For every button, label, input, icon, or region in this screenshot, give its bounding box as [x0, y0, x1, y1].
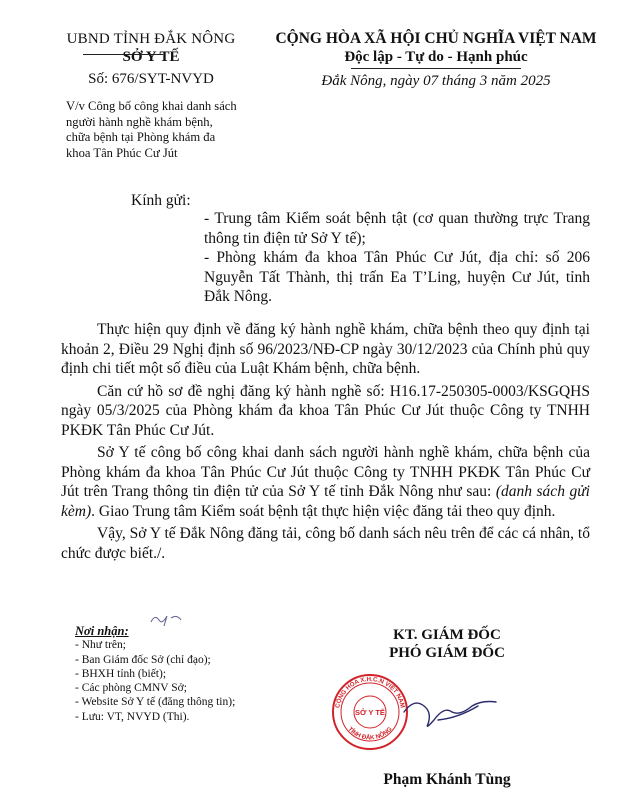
document-subject — [66, 99, 258, 161]
subject-line: V/v Công bố công khai danh sách — [66, 99, 237, 113]
issuer-underline — [83, 54, 163, 55]
receiver-item: - Website Sở Y tế (đăng thông tin); — [75, 696, 236, 709]
receiver-item: - BHXH tỉnh (biết); — [75, 667, 167, 680]
body-paragraph: Thực hiện quy định về đăng ký hành nghề khám, chữa bệnh theo quy định tại khoản 2, Điều 29 Nghị định số 96/2023/NĐ-CP ngày 30/12/2023 của Chính phủ quy định chi tiết một số điều của Luật Khám bệnh, chữa bệnh. — [61, 321, 590, 377]
recipients-list — [204, 209, 590, 307]
signature-authority: KT. GIÁM ĐỐC — [393, 627, 501, 643]
issuer-block — [40, 30, 262, 66]
motto-underline — [351, 68, 521, 69]
seal-bottom-text: TỈNH ĐẮK NÔNG — [346, 725, 394, 742]
signer-name: Phạm Khánh Tùng — [383, 771, 511, 788]
issuer-parent: UBND TỈNH ĐẮK NÔNG — [66, 31, 236, 47]
receivers-title: Nơi nhận: — [75, 624, 129, 638]
nation-title: CỘNG HÒA XÃ HỘI CHỦ NGHĨA VIỆT NAM — [275, 30, 597, 47]
attachment-note: (danh sách gửi kèm) — [61, 483, 590, 520]
body-paragraph: Vậy, Sở Y tế Đắk Nông đăng tải, công bố danh sách nêu trên để các cá nhân, tổ chức được biết./. — [61, 525, 590, 562]
recipient-item: - Phòng khám đa khoa Tân Phúc Cư Jút, địa chỉ: số 206 Nguyễn Tất Thành, thị trấn Ea T’Ling, huyện Cư Jút, tỉnh Đắk Nông. — [204, 249, 590, 305]
initials-mark — [147, 610, 187, 632]
recipient-item: - Trung tâm Kiểm soát bệnh tật (cơ quan thường trực Trang thông tin điện tử Sở Y tế); — [204, 210, 590, 247]
signature-block — [333, 626, 561, 662]
receiver-item: - Ban Giám đốc Sở (chỉ đạo); — [75, 653, 211, 666]
greeting: Kính gửi: — [131, 192, 191, 209]
receivers-list — [75, 638, 235, 724]
document-number: Số: 676/SYT-NVYD — [88, 71, 214, 87]
subject-line: chữa bệnh tại Phòng khám đa — [66, 130, 216, 144]
receiver-item: - Như trên; — [75, 639, 126, 652]
receivers-block — [75, 624, 235, 724]
seal-center-text: SỞ Y TẾ — [355, 708, 385, 717]
seal-text: CỘNG HÒA X.H.C.N VIỆT NAM — [334, 675, 406, 709]
national-motto: Độc lập - Tự do - Hạnh phúc — [344, 49, 528, 65]
svg-text:CỘNG HÒA X.H.C.N VIỆT NAM — [334, 676, 406, 709]
body-paragraph: Căn cứ hồ sơ đề nghị đăng ký hành nghề số: H16.17-250305-0003/KSGQHS ngày 05/3/2025 của Phòng khám đa khoa Tân Phúc Cư Jút thuộc Công ty TNHH PKĐK Tân Phúc Cư Jút. — [61, 382, 590, 439]
body-text: Sở Y tế công bố công khai danh sách người hành nghề khám, chữa bệnh của Phòng khám đa khoa Tân Phúc Cư Jút thuộc Công ty TNHH PKĐK Tân Phúc Cư Jút trên Trang thông tin điện tử của Sở Y tế tỉnh Đắk Nông như sau: — [61, 444, 590, 500]
issuer-name: SỞ Y TẾ — [122, 49, 180, 65]
document-body — [61, 320, 590, 566]
dateline: Đắk Nông, ngày 07 tháng 3 năm 2025 — [321, 73, 551, 89]
body-paragraph — [61, 443, 590, 521]
subject-line: người hành nghề khám bệnh, — [66, 114, 213, 129]
handwritten-signature — [398, 690, 508, 740]
signature-title: PHÓ GIÁM ĐỐC — [389, 645, 505, 661]
receiver-item: - Các phòng CMNV Sở; — [75, 682, 187, 695]
subject-line: khoa Tân Phúc Cư Jút — [66, 145, 178, 160]
body-text: . Giao Trung tâm Kiểm soát bệnh tật thực hiện việc đăng tải theo quy định. — [91, 502, 556, 520]
national-header — [271, 30, 601, 66]
receiver-item: - Lưu: VT, NVYD (Thi). — [75, 710, 190, 723]
